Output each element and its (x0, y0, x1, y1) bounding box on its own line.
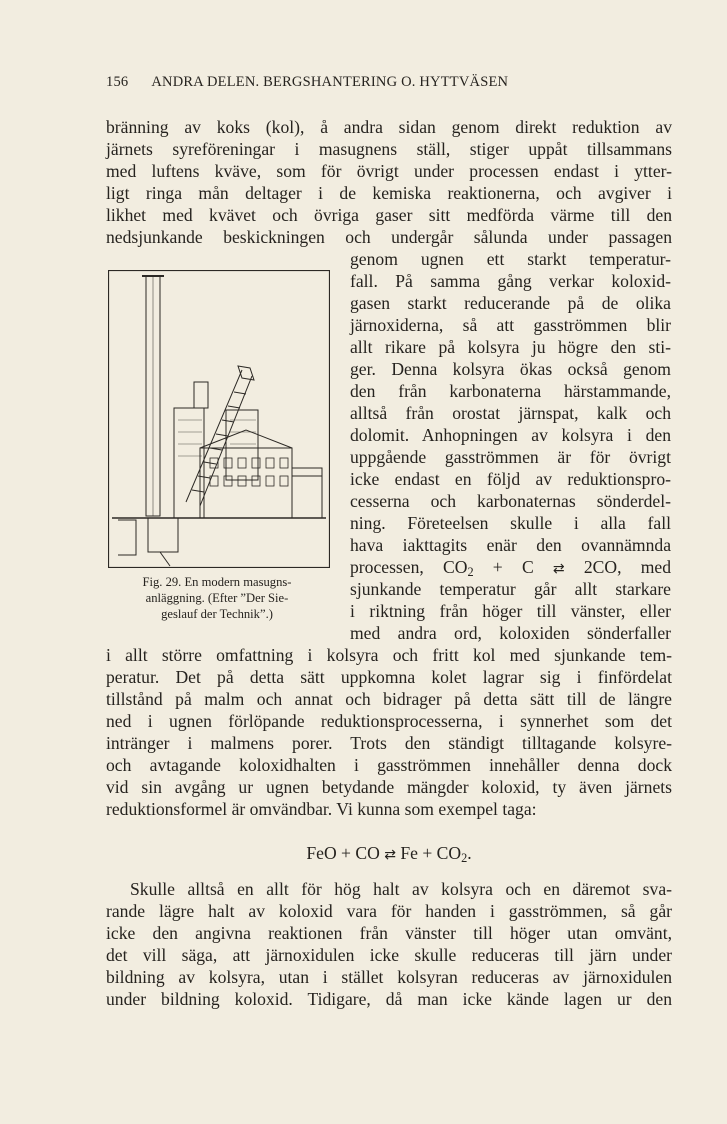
text-line: järnoxiderna, så att gasströmmen blir (350, 315, 671, 335)
text-line: ligt ringa mån deltager i de kemiska reaktionerna, och avgiver i (106, 183, 672, 203)
caption-line: anläggning. (Efter ”Der Sie- (145, 591, 289, 605)
caption-line: Fig. 29. En modern masugns- (142, 575, 292, 589)
text-line: peratur. Det på detta sätt uppkomna kolet lagrar sig i finfördelat (106, 667, 672, 687)
equation-subscript: 2 (461, 851, 468, 865)
text-line: med luftens kväve, som för övrigt under processen endast i ytter- (106, 161, 672, 181)
figure-caption (104, 574, 330, 622)
text-line: likhet med kvävet och övriga gaser sitt medförda värme till den (106, 205, 672, 225)
text-line: allt rikare på kolsyra ju högre den sti- (350, 337, 671, 357)
equation-right: Fe + CO (395, 843, 462, 863)
figure-blast-furnace (108, 270, 330, 568)
equilibrium-arrow-icon: ⇄ (552, 561, 565, 577)
text-line: den från karbonaterna härstammande, (350, 381, 671, 401)
text-line: Skulle alltså en allt för hög halt av kolsyra och en däremot sva- (130, 879, 672, 899)
text-line: ger. Denna kolsyra ökas också genom (350, 359, 671, 379)
text-line: under bildning koloxid. Tidigare, då man icke kände lagen ur den (106, 989, 672, 1009)
equilibrium-arrow-icon: ⇄ (384, 847, 396, 863)
text-line: sjunkande temperatur går allt starkare (350, 579, 671, 599)
formula-subscript: 2 (467, 565, 474, 579)
text-line: dolomit. Anhopningen av kolsyra i den (350, 425, 671, 445)
text-line: genom ugnen ett starkt temperatur- (350, 249, 671, 269)
formula-prefix: processen, CO (350, 557, 468, 577)
equation-left: FeO + CO (306, 843, 385, 863)
text-line: tillstånd på malm och annat och bidrager på detta sätt till de längre (106, 689, 672, 709)
text-line: i riktning från höger till vänster, eller (350, 601, 671, 621)
text-line: icke endast en följd av reduktionspro- (350, 469, 671, 489)
formula-suffix: 2CO, med (564, 557, 671, 577)
equation (106, 842, 672, 866)
formula-line (350, 556, 671, 580)
text-line: nedsjunkande beskickningen och undergår sålunda under passagen (106, 227, 672, 247)
text-line: icke den angivna reaktionen från vänster till höger utan omvänt, (106, 923, 672, 943)
text-line: hava iakttagits enär den ovannämnda (350, 535, 671, 555)
blast-furnace-illustration (108, 270, 330, 568)
text-line: uppgående gasströmmen är för övrigt (350, 447, 671, 467)
text-line: reduktionsformel är omvändbar. Vi kunna som exempel taga: (106, 799, 537, 819)
running-title: ANDRA DELEN. BERGSHANTERING O. HYTTVÄSEN (151, 74, 509, 90)
text-line: bildning av kolsyra, utan i stället kolsyran reduceras av järnoxidulen (106, 967, 672, 987)
text-line: bränning av koks (kol), å andra sidan genom direkt reduktion av (106, 117, 672, 137)
text-line: i allt större omfattning i kolsyra och fritt kol med sjunkande tem- (106, 645, 672, 665)
text-line: och avtagande koloxidhalten i gasströmmen innehåller denna dock (106, 755, 672, 775)
text-line: intränger i malmens porer. Trots den ständigt tilltagande kolsyre- (106, 733, 672, 753)
page-number: 156 (106, 74, 129, 90)
text-line: cesserna och karbonaternas sönderdel- (350, 491, 671, 511)
text-line: ning. Företeelsen skulle i alla fall (350, 513, 671, 533)
formula-mid: + C (473, 557, 553, 577)
equation-end: . (467, 843, 472, 863)
text-line: det vill säga, att järnoxidulen icke skulle reduceras till järn under (106, 945, 672, 965)
text-line: ned i ugnen förlöpande reduktionsprocesserna, i synnerhet som det (106, 711, 672, 731)
text-line: vid sin avgång ur ugnen betydande mängder koloxid, ty även järnets (106, 777, 672, 797)
caption-line: geslauf der Technik”.) (161, 607, 273, 621)
text-line: med andra ord, koloxiden sönderfaller (350, 623, 671, 643)
text-line: gasen starkt reducerande på de olika (350, 293, 671, 313)
text-line: alltså från orostat järnspat, kalk och (350, 403, 671, 423)
text-line: rande lägre halt av koloxid vara för handen i gasströmmen, så går (106, 901, 672, 921)
page-header (106, 74, 672, 91)
text-line: fall. På samma gång verkar koloxid- (350, 271, 671, 291)
text-line: järnets syreföreningar i masugnens ställ, stiger uppåt tillsammans (106, 139, 672, 159)
